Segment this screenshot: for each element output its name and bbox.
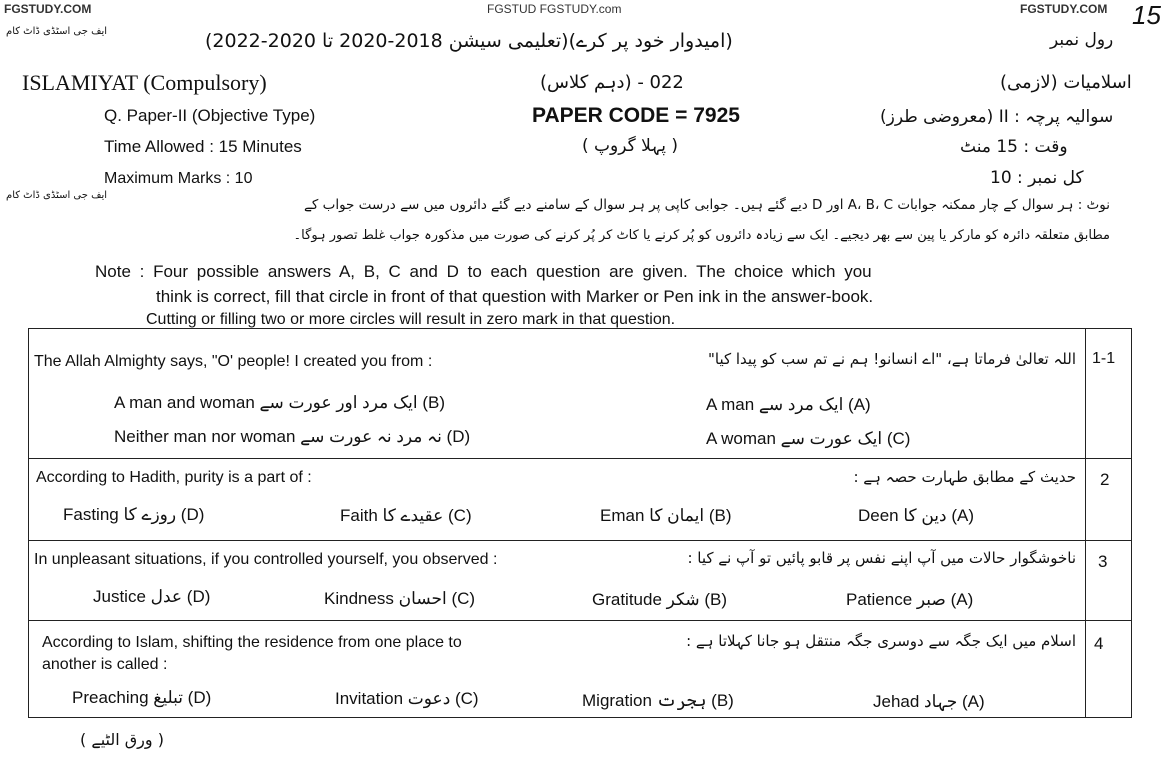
question-ur: اسلام میں ایک جگہ سے دوسری جگہ منتقل ہو جانا کہلاتا ہے :	[686, 632, 1076, 650]
question-en: In unpleasant situations, if you controlled yourself, you observed :	[34, 551, 498, 568]
note-urdu-1: نوٹ : ہر سوال کے چار ممکنہ جوابات A، B، C اور D دیے گئے ہیں۔ جوابی کاپی پر ہر سوال کے سامنے دیے گئے دائروں میں سے درست جواب کے	[303, 197, 1110, 213]
subject-ur: اسلامیات (لازمی)	[1000, 72, 1132, 93]
class-code: 022 - (دہم کلاس)	[540, 72, 684, 93]
option-b[interactable]: A man and woman ایک مرد اور عورت سے (B)	[114, 393, 446, 412]
row-divider	[28, 540, 1132, 541]
option-d[interactable]: Justice عدل (D)	[93, 587, 211, 606]
option-a[interactable]: Jehad جہاد (A)	[873, 692, 985, 711]
option-c[interactable]: Invitation دعوت (C)	[335, 689, 479, 708]
question-ur: حدیث کے مطابق طہارت حصہ ہے :	[853, 468, 1076, 486]
question-number: 4	[1094, 634, 1104, 653]
option-c[interactable]: Faith عقیدے کا (C)	[340, 506, 472, 525]
paper-en: Q. Paper-II (Objective Type)	[104, 106, 316, 125]
row-divider	[28, 620, 1132, 621]
option-c[interactable]: A woman ایک عورت سے (C)	[706, 429, 911, 448]
question-number: 1-1	[1092, 350, 1116, 367]
paper-code: PAPER CODE = 7925	[532, 104, 740, 127]
question-en: According to Hadith, purity is a part of :	[36, 469, 312, 486]
option-a[interactable]: Patience صبر (A)	[846, 590, 974, 609]
question-en: The Allah Almighty says, "O' people! I created you from :	[34, 353, 433, 370]
question-en-cont: another is called :	[42, 656, 168, 673]
note-en-2: think is correct, fill that circle in front of that question with Marker or Pen ink in the answer-book.	[156, 287, 874, 306]
option-a[interactable]: Deen دین کا (A)	[858, 506, 975, 525]
question-number: 2	[1100, 470, 1110, 489]
page-mark: 15	[1132, 0, 1161, 30]
watermark-right: FGSTUDY.COM	[1020, 2, 1108, 16]
column-divider	[1085, 328, 1086, 718]
watermark-left: FGSTUDY.COM	[4, 2, 92, 16]
turn-over-note: ( ورق الٹیے )	[80, 730, 164, 749]
watermark-center: FGSTUD FGSTUDY.com	[487, 2, 622, 16]
note-en-1: Note : Four possible answers A, B, C and D to each question are given. The choice which you	[95, 262, 872, 281]
note-urdu-2: مطابق متعلقہ دائرہ کو مارکر یا پین سے بھر دیجیے۔ ایک سے زیادہ دائروں کو پُر کرنے یا کاٹ کر پُر کرنے کی صورت میں مذکورہ جواب غلط تصور ہوگا۔	[293, 228, 1110, 243]
watermark-urdu: ایف جی اسٹڈی ڈاٹ کام	[6, 190, 108, 201]
row-divider	[28, 458, 1132, 459]
option-a[interactable]: A man ایک مرد سے (A)	[706, 395, 871, 414]
marks-en: Maximum Marks : 10	[104, 170, 253, 187]
note-en-3: Cutting or filling two or more circles will result in zero mark in that question.	[146, 311, 676, 328]
option-b[interactable]: Eman ایمان کا (B)	[600, 506, 732, 525]
option-d[interactable]: Preaching تبلیغ (D)	[72, 688, 212, 707]
question-ur: ناخوشگوار حالات میں آپ اپنے نفس پر قابو پائیں تو آپ نے کیا :	[687, 549, 1076, 567]
option-d[interactable]: Neither man nor woman نہ مرد نہ عورت سے (D)	[114, 427, 471, 446]
option-b[interactable]: Gratitude شکر (B)	[592, 590, 728, 609]
option-b[interactable]: Migration ہجرت (B)	[582, 691, 734, 710]
group-ur: ( پہلا گروپ )	[582, 136, 678, 156]
marks-ur: کل نمبر : 10	[990, 168, 1084, 188]
question-number: 3	[1098, 552, 1108, 571]
question-ur: اللہ تعالیٰ فرماتا ہے، "اے انسانو! ہم نے تم سب کو پیدا کیا"	[707, 350, 1076, 368]
question-en: According to Islam, shifting the residence from one place to	[42, 634, 462, 651]
time-en: Time Allowed : 15 Minutes	[104, 137, 302, 156]
time-ur: وقت : 15 منٹ	[960, 137, 1068, 157]
session-line: (امیدوار خود پر کرے)(تعلیمی سیشن 2018-2020 تا 2020-2022)	[205, 30, 733, 52]
option-d[interactable]: Fasting روزے کا (D)	[63, 505, 205, 524]
option-c[interactable]: Kindness احسان (C)	[324, 589, 476, 608]
subject-en: ISLAMIYAT (Compulsory)	[22, 70, 267, 95]
roll-no-label: رول نمبر	[1050, 30, 1114, 50]
paper-ur: سوالیہ پرچہ : II (معروضی طرز)	[880, 107, 1114, 127]
watermark-urdu: ایف جی اسٹڈی ڈاٹ کام	[6, 26, 108, 37]
